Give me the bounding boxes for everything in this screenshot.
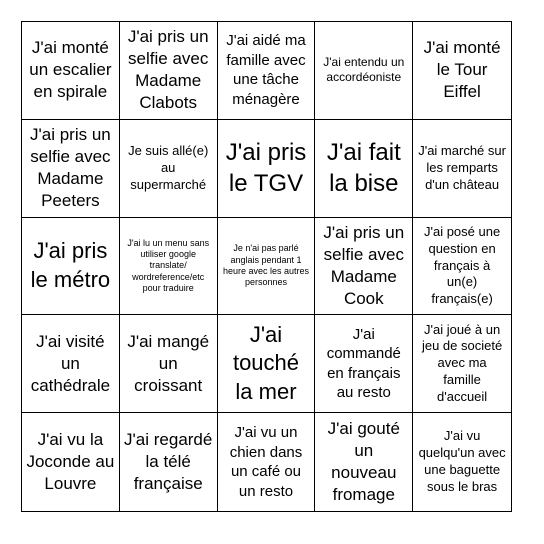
bingo-cell[interactable] — [315, 413, 413, 511]
cell-text: J'ai lu un menu sans utiliser google translate/ wordreference/etc pour traduire — [127, 237, 210, 293]
bingo-cell[interactable] — [22, 413, 120, 511]
cell-text: J'ai monté un escalier en spirale — [29, 38, 112, 102]
bingo-cell[interactable] — [22, 120, 120, 218]
cell-text: J'ai pris un selfie avec Madame Cook — [323, 222, 405, 309]
cell-text: J'ai entendu un accordéoniste — [323, 54, 405, 85]
cell-text: J'ai touché la mer — [232, 321, 300, 405]
cell-text: J'ai vu un chien dans un café ou un resto — [229, 424, 303, 500]
cell-text: J'ai vu la Joconde au Louvre — [26, 429, 115, 494]
cell-text: J'ai monté le Tour Eiffel — [423, 38, 501, 102]
bingo-cell[interactable] — [413, 120, 511, 218]
bingo-cell[interactable] — [218, 218, 316, 316]
bingo-cell[interactable] — [120, 218, 218, 316]
cell-text: Je suis allé(e) au supermarché — [128, 142, 209, 192]
cell-text: J'ai aidé ma famille avec une tâche ménagère — [226, 32, 306, 108]
cell-text: J'ai commandé en français au resto — [326, 325, 401, 402]
bingo-cell[interactable] — [22, 315, 120, 413]
cell-text: J'ai joué à un jeu de societé avec ma famille d'accueil — [421, 321, 503, 405]
bingo-cell[interactable] — [22, 22, 120, 120]
cell-text: J'ai fait la bise — [326, 139, 401, 198]
bingo-cell[interactable] — [218, 315, 316, 413]
bingo-cell[interactable] — [120, 413, 218, 511]
bingo-cell[interactable] — [120, 120, 218, 218]
cell-text: J'ai marché sur les remparts d'un château — [418, 142, 506, 192]
bingo-cell[interactable] — [218, 120, 316, 218]
bingo-cell[interactable] — [120, 315, 218, 413]
bingo-cell[interactable] — [120, 22, 218, 120]
bingo-cell[interactable] — [315, 218, 413, 316]
bingo-cell[interactable] — [413, 22, 511, 120]
cell-text: J'ai vu quelqu'un avec une baguette sous le bras — [418, 428, 506, 494]
bingo-cell[interactable] — [413, 218, 511, 316]
bingo-cell[interactable] — [22, 218, 120, 316]
bingo-card — [21, 21, 512, 512]
cell-text: J'ai gouté un nouveau fromage — [327, 418, 400, 505]
cell-text: J'ai visité un cathédrale — [30, 331, 111, 395]
bingo-cell[interactable] — [218, 413, 316, 511]
bingo-cell[interactable] — [413, 315, 511, 413]
bingo-cell[interactable] — [315, 120, 413, 218]
cell-text: J'ai pris un selfie avec Madame Peeters — [30, 125, 111, 211]
cell-text: J'ai pris le TGV — [225, 139, 307, 198]
cell-text: J'ai regardé la télé française — [124, 429, 213, 494]
bingo-cell[interactable] — [315, 22, 413, 120]
cell-text: Je n'ai pas parlé anglais pendant 1 heure avec les autres personnes — [222, 243, 310, 288]
bingo-cell[interactable] — [218, 22, 316, 120]
cell-text: J'ai pris le métro — [30, 238, 111, 292]
cell-text: J'ai posé une question en français à un(e) français(e) — [423, 223, 501, 307]
bingo-cell[interactable] — [413, 413, 511, 511]
cell-text: J'ai pris un selfie avec Madame Clabots — [127, 27, 209, 113]
bingo-cell[interactable] — [315, 315, 413, 413]
cell-text: J'ai mangé un croissant — [127, 331, 210, 395]
